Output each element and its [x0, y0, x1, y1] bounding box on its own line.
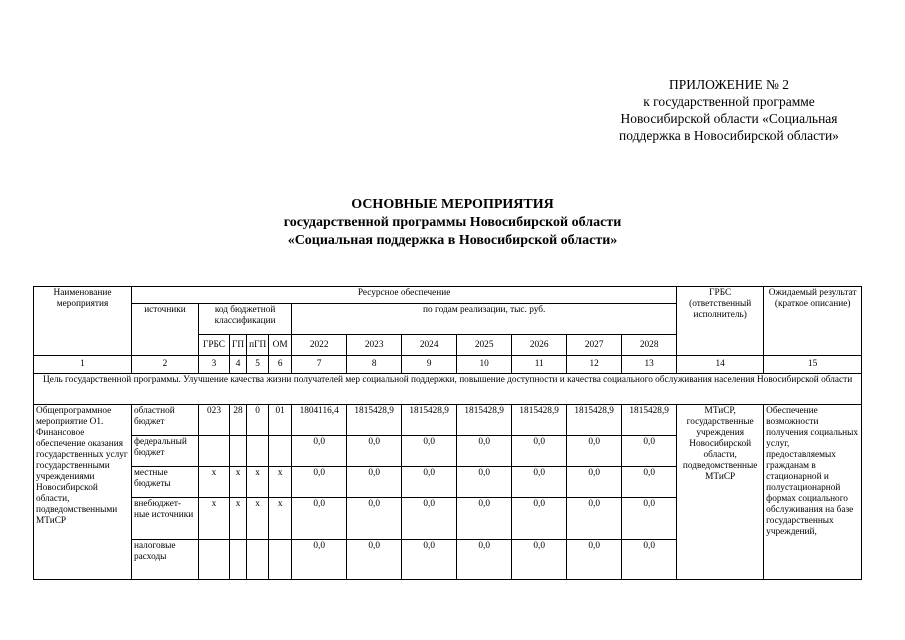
header-year: 2026: [512, 335, 567, 356]
code-cell: х: [199, 498, 230, 540]
code-cell: [199, 436, 230, 467]
column-number: 13: [622, 356, 677, 374]
source-cell: налоговые расходы: [132, 540, 199, 580]
value-cell: 0,0: [402, 540, 457, 580]
code-cell: х: [230, 498, 247, 540]
appendix-line: Новосибирской области «Социальная: [620, 111, 838, 126]
value-cell: 0,0: [622, 498, 677, 540]
source-cell: федеральный бюджет: [132, 436, 199, 467]
value-cell: 0,0: [567, 467, 622, 498]
code-cell: 28: [230, 405, 247, 436]
value-cell: 0,0: [622, 467, 677, 498]
code-cell: 023: [199, 405, 230, 436]
header-grbs-executor: ГРБС (ответственный исполнитель): [677, 287, 764, 356]
code-cell: [269, 540, 292, 580]
code-cell: х: [230, 467, 247, 498]
appendix-line: поддержка в Новосибирской области»: [619, 128, 839, 143]
column-number: 7: [292, 356, 347, 374]
value-cell: 0,0: [512, 467, 567, 498]
code-cell: [269, 436, 292, 467]
header-sources: источники: [132, 304, 199, 356]
column-number: 9: [402, 356, 457, 374]
value-cell: 1804116,4: [292, 405, 347, 436]
value-cell: 0,0: [567, 498, 622, 540]
value-cell: 0,0: [567, 540, 622, 580]
title-line: ОСНОВНЫЕ МЕРОПРИЯТИЯ: [351, 197, 554, 212]
value-cell: 1815428,9: [457, 405, 512, 436]
code-cell: [230, 540, 247, 580]
column-number: 15: [764, 356, 862, 374]
value-cell: 1815428,9: [567, 405, 622, 436]
header-resources: Ресурсное обеспечение: [132, 287, 677, 304]
header-budget-code: код бюджетной классификации: [199, 304, 292, 335]
value-cell: 0,0: [347, 540, 402, 580]
header-year: 2023: [347, 335, 402, 356]
column-number: 14: [677, 356, 764, 374]
code-cell: [199, 540, 230, 580]
value-cell: 0,0: [567, 436, 622, 467]
value-cell: 0,0: [347, 467, 402, 498]
column-number: 10: [457, 356, 512, 374]
value-cell: 0,0: [622, 436, 677, 467]
document-title: [0, 196, 905, 250]
value-cell: 0,0: [512, 498, 567, 540]
result-cell: Обеспечение возможности получения социальных услуг, предоставляемых гражданам в стационарной и полустационарной формах социального обслуживания на базе государственных учреждений,: [764, 405, 862, 580]
program-goal: Цель государственной программы. Улучшение качества жизни получателей мер социальной поддержки, повышение доступности и качества социального обслуживания населения Новосибирской области: [34, 374, 862, 405]
value-cell: 0,0: [457, 467, 512, 498]
column-number: 1: [34, 356, 132, 374]
executor-cell: МТиСР, государственные учреждения Новосибирской области, подведомственные МТиСР: [677, 405, 764, 580]
value-cell: 0,0: [622, 540, 677, 580]
value-cell: 0,0: [347, 436, 402, 467]
value-cell: 0,0: [292, 467, 347, 498]
column-number: 4: [230, 356, 247, 374]
code-cell: х: [199, 467, 230, 498]
header-result: Ожидаемый результат (краткое описание): [764, 287, 862, 356]
value-cell: 0,0: [457, 498, 512, 540]
column-number: 6: [269, 356, 292, 374]
value-cell: 1815428,9: [402, 405, 457, 436]
header-years: по годам реализации, тыс. руб.: [292, 304, 677, 335]
code-cell: 01: [269, 405, 292, 436]
title-line: государственной программы Новосибирской области: [283, 215, 622, 230]
column-number: 2: [132, 356, 199, 374]
title-line: «Социальная поддержка в Новосибирской области»: [287, 233, 618, 248]
header-name: Наименование мероприятия: [34, 287, 132, 356]
code-cell: х: [269, 467, 292, 498]
value-cell: 0,0: [292, 498, 347, 540]
value-cell: 0,0: [512, 540, 567, 580]
code-cell: [247, 540, 269, 580]
appendix-header: [599, 76, 859, 144]
column-number: 3: [199, 356, 230, 374]
event-name: Общепрограммное мероприятие О1. Финансовое обеспечение оказания государственных услуг государственными учреждениями Новосибирской области, подведомственными МТиСР: [34, 405, 132, 580]
column-number: 5: [247, 356, 269, 374]
source-cell: внебюджет-ные источники: [132, 498, 199, 540]
column-number: 12: [567, 356, 622, 374]
value-cell: 0,0: [292, 540, 347, 580]
header-code: пГП: [247, 335, 269, 356]
header-code: ОМ: [269, 335, 292, 356]
header-year: 2024: [402, 335, 457, 356]
code-cell: [230, 436, 247, 467]
value-cell: 0,0: [402, 498, 457, 540]
events-table: [33, 286, 862, 580]
column-number: 11: [512, 356, 567, 374]
value-cell: 0,0: [512, 436, 567, 467]
header-year: 2027: [567, 335, 622, 356]
source-cell: областной бюджет: [132, 405, 199, 436]
code-cell: х: [247, 498, 269, 540]
code-cell: [247, 436, 269, 467]
header-year: 2028: [622, 335, 677, 356]
source-cell: местные бюджеты: [132, 467, 199, 498]
column-number: 8: [347, 356, 402, 374]
appendix-line: к государственной программе: [643, 94, 815, 109]
header-code: ГРБС: [199, 335, 230, 356]
value-cell: 0,0: [347, 498, 402, 540]
value-cell: 0,0: [457, 540, 512, 580]
value-cell: 1815428,9: [622, 405, 677, 436]
value-cell: 1815428,9: [347, 405, 402, 436]
value-cell: 0,0: [402, 436, 457, 467]
value-cell: 1815428,9: [512, 405, 567, 436]
code-cell: х: [247, 467, 269, 498]
header-year: 2025: [457, 335, 512, 356]
header-code: ГП: [230, 335, 247, 356]
appendix-line: ПРИЛОЖЕНИЕ № 2: [668, 77, 790, 92]
code-cell: 0: [247, 405, 269, 436]
value-cell: 0,0: [457, 436, 512, 467]
value-cell: 0,0: [402, 467, 457, 498]
header-year: 2022: [292, 335, 347, 356]
code-cell: х: [269, 498, 292, 540]
value-cell: 0,0: [292, 436, 347, 467]
